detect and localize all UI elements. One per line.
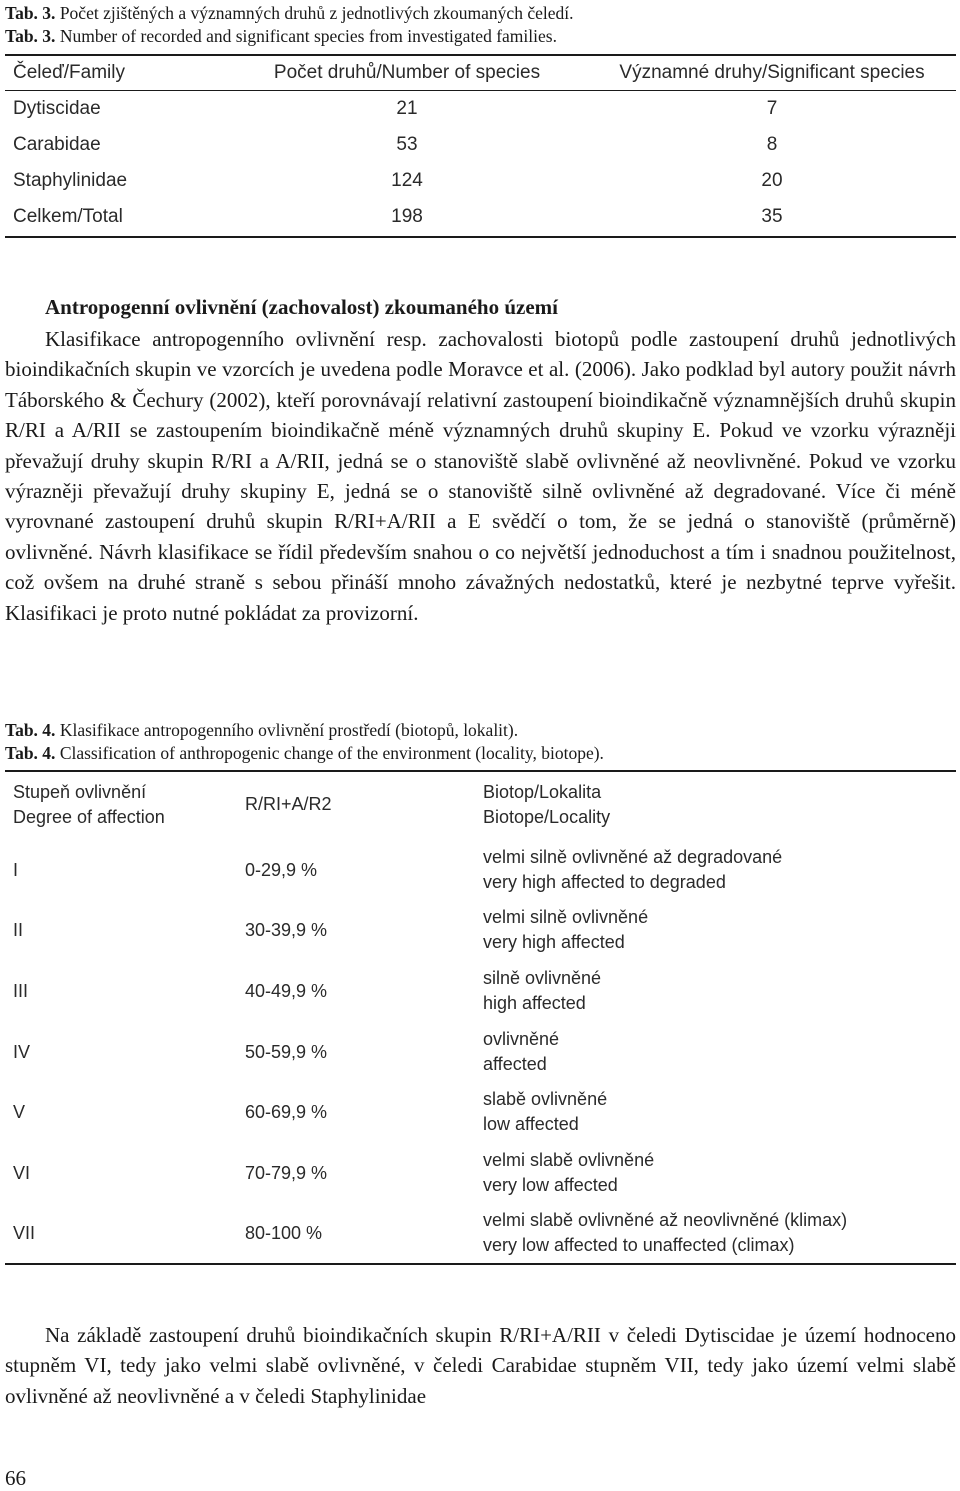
table-row [0, 1087, 960, 1147]
tab4-header-biotope-en: Biotope/Locality [483, 807, 611, 827]
tab4-biotope-en: high affected [483, 992, 586, 1013]
tab4-biotope-cz: velmi silně ovlivněné [483, 907, 649, 927]
tab4-cell-degree: I [13, 860, 19, 880]
tab3-cell-significant: 20 [761, 170, 783, 191]
table-row [0, 845, 960, 905]
tab4-biotope-en: low affected [483, 1113, 579, 1134]
tab4-label-en: Tab. 4. [5, 743, 56, 763]
tab3-cell-number: 198 [391, 206, 423, 227]
tab4-bottom-rule [5, 1263, 956, 1265]
tab4-biotope-cz: silně ovlivněné [483, 968, 602, 988]
tab4-header-degree [13, 780, 165, 830]
tab4-cell-degree: II [13, 920, 24, 940]
tab4-header-biotope-cz: Biotop/Lokalita [483, 782, 602, 802]
tab3-cell-family: Staphylinidae [13, 170, 128, 191]
table-row [0, 905, 960, 965]
tab4-cell-degree: III [13, 981, 29, 1001]
tab3-header-family: Čeleď/Family [13, 62, 125, 83]
tab3-header-number: Počet druhů/Number of species [273, 62, 541, 83]
table-row [0, 130, 960, 160]
tab3-cell-family: Celkem/Total [13, 206, 123, 227]
tab4-cell-biotope [483, 845, 782, 894]
page-number: 66 [5, 1466, 26, 1490]
tab4-top-rule [5, 770, 956, 772]
tab3-label-cz: Tab. 3. [5, 3, 56, 23]
table-row [0, 1027, 960, 1087]
tab4-cell-biotope [483, 1148, 654, 1197]
tab4-header-biotope [483, 780, 610, 830]
tab4-cell-range: 60-69,9 % [245, 1102, 328, 1122]
tab4-cell-biotope [483, 966, 601, 1015]
tab4-biotope-cz: ovlivněné [483, 1029, 560, 1049]
tab4-header-ratio: R/RI+A/R2 [245, 794, 332, 814]
tab3-cell-number: 124 [391, 170, 423, 191]
tab3-bottom-rule [5, 236, 956, 238]
tab4-cell-range: 70-79,9 % [245, 1163, 328, 1183]
tab3-caption-en-text: Number of recorded and significant species from investigated families. [59, 26, 557, 46]
table-row [0, 966, 960, 1026]
tab3-cell-significant: 35 [761, 206, 783, 227]
tab4-header-degree-cz: Stupeň ovlivnění [13, 782, 147, 802]
tab4-caption-cz-text: Klasifikace antropogenního ovlivnění prostředí (biotopů, lokalit). [59, 720, 519, 740]
section-paragraph-text: Klasifikace antropogenního ovlivnění resp. zachovalosti biotopů podle zastoupení druhů jednotlivých bioindikačních skupin ve vzorcích je uvedena podle Moravce et al. (2006). Jako podklad byl autory použit návrh Táborského & Čechury (2002), kteří porovnávají relativní zastoupení bioindikačně významnějších druhů skupin R/RI a A/RII se zastoupením bioindikačně méně významných druhů skupiny E. Pokud ve vzorku výrazněji převažují druhy skupin R/RI a A/RII, jedná se o stanoviště slabě ovlivněné až neovlivněné. Pokud ve vzorku výrazněji převažují druhy skupiny E, jedná se o stanoviště silně ovlivněné až degradované. Více či méně vyrovnané zastoupení druhů skupin R/RI+A/RII a E svědčí o tom, že se jedná o stanoviště (průměrně) ovlivněné. Návrh klasifikace se řídil především snahou o co největší jednoduchost a tím i snadnou použitelnost, což ovšem na druhé straně s sebou přináší mnoho závažných nedostatků, které je nezbytné teprve vyřešit. Klasifikaci je proto nutné pokládat za provizorní. [5, 327, 956, 625]
table-row [0, 1208, 960, 1268]
tab4-cell-range: 50-59,9 % [245, 1042, 328, 1062]
section-heading: Antropogenní ovlivnění (zachovalost) zkoumaného území [45, 295, 558, 319]
tab4-cell-biotope [483, 905, 648, 954]
tab3-caption-cz-text: Počet zjištěných a významných druhů z jednotlivých zkoumaných čeledí. [59, 3, 574, 23]
tab4-cell-range: 0-29,9 % [245, 860, 318, 880]
table-row [0, 1148, 960, 1208]
tab4-cell-degree: IV [13, 1042, 31, 1062]
section-paragraph [5, 324, 956, 628]
table-row [0, 166, 960, 196]
tab4-header-degree-en: Degree of affection [13, 807, 165, 827]
tab4-cell-range: 40-49,9 % [245, 981, 328, 1001]
tab4-biotope-cz: velmi slabě ovlivněné [483, 1150, 655, 1170]
tab4-biotope-en: very low affected to unaffected (climax) [483, 1234, 795, 1255]
closing-paragraph [5, 1320, 956, 1411]
tab4-cell-biotope [483, 1027, 559, 1076]
tab4-biotope-cz: velmi silně ovlivněné až degradované [483, 847, 783, 867]
tab3-cell-family: Dytiscidae [13, 98, 101, 119]
table-row-total [0, 202, 960, 232]
tab4-cell-biotope [483, 1087, 607, 1136]
tab4-biotope-en: very high affected [483, 931, 625, 952]
tab4-caption-en-text: Classification of anthropogenic change of the environment (locality, biotope). [59, 743, 604, 763]
tab4-cell-range: 30-39,9 % [245, 920, 328, 940]
tab4-cell-range: 80-100 % [245, 1223, 323, 1243]
tab3-cell-number: 53 [396, 134, 418, 155]
tab4-cell-degree: V [13, 1102, 26, 1122]
tab3-top-rule [5, 54, 956, 56]
tab3-cell-significant: 8 [766, 134, 778, 155]
table-row [0, 94, 960, 124]
tab3-cell-number: 21 [396, 98, 418, 119]
tab4-biotope-en: affected [483, 1053, 547, 1074]
tab3-header-row [0, 58, 960, 88]
tab3-caption-cz [5, 2, 573, 24]
tab4-biotope-cz: velmi slabě ovlivněné až neovlivněné (klimax) [483, 1210, 848, 1230]
tab3-label-en: Tab. 3. [5, 26, 56, 46]
tab4-biotope-en: very high affected to degraded [483, 871, 726, 892]
closing-paragraph-text: Na základě zastoupení druhů bioindikačních skupin R/RI+A/RII v čeledi Dytiscidae je území hodnoceno stupněm VI, tedy jako velmi slabě ovlivněné, v čeledi Carabidae stupněm VII, tedy jako území velmi slabě ovlivněné až neovlivněné a v čeledi Staphylinidae [5, 1323, 956, 1408]
tab4-caption-en [5, 742, 604, 764]
tab3-cell-significant: 7 [766, 98, 778, 119]
tab3-header-significant: Významné druhy/Significant species [619, 62, 925, 83]
tab3-caption-en [5, 25, 557, 47]
tab4-caption-cz [5, 719, 518, 741]
tab4-biotope-cz: slabě ovlivněné [483, 1089, 608, 1109]
tab4-cell-degree: VII [13, 1223, 36, 1243]
tab4-label-cz: Tab. 4. [5, 720, 56, 740]
tab4-cell-biotope [483, 1208, 847, 1257]
tab4-biotope-en: very low affected [483, 1174, 618, 1195]
tab3-cell-family: Carabidae [13, 134, 101, 155]
tab4-cell-degree: VI [13, 1163, 31, 1183]
tab3-header-rule [5, 90, 956, 91]
